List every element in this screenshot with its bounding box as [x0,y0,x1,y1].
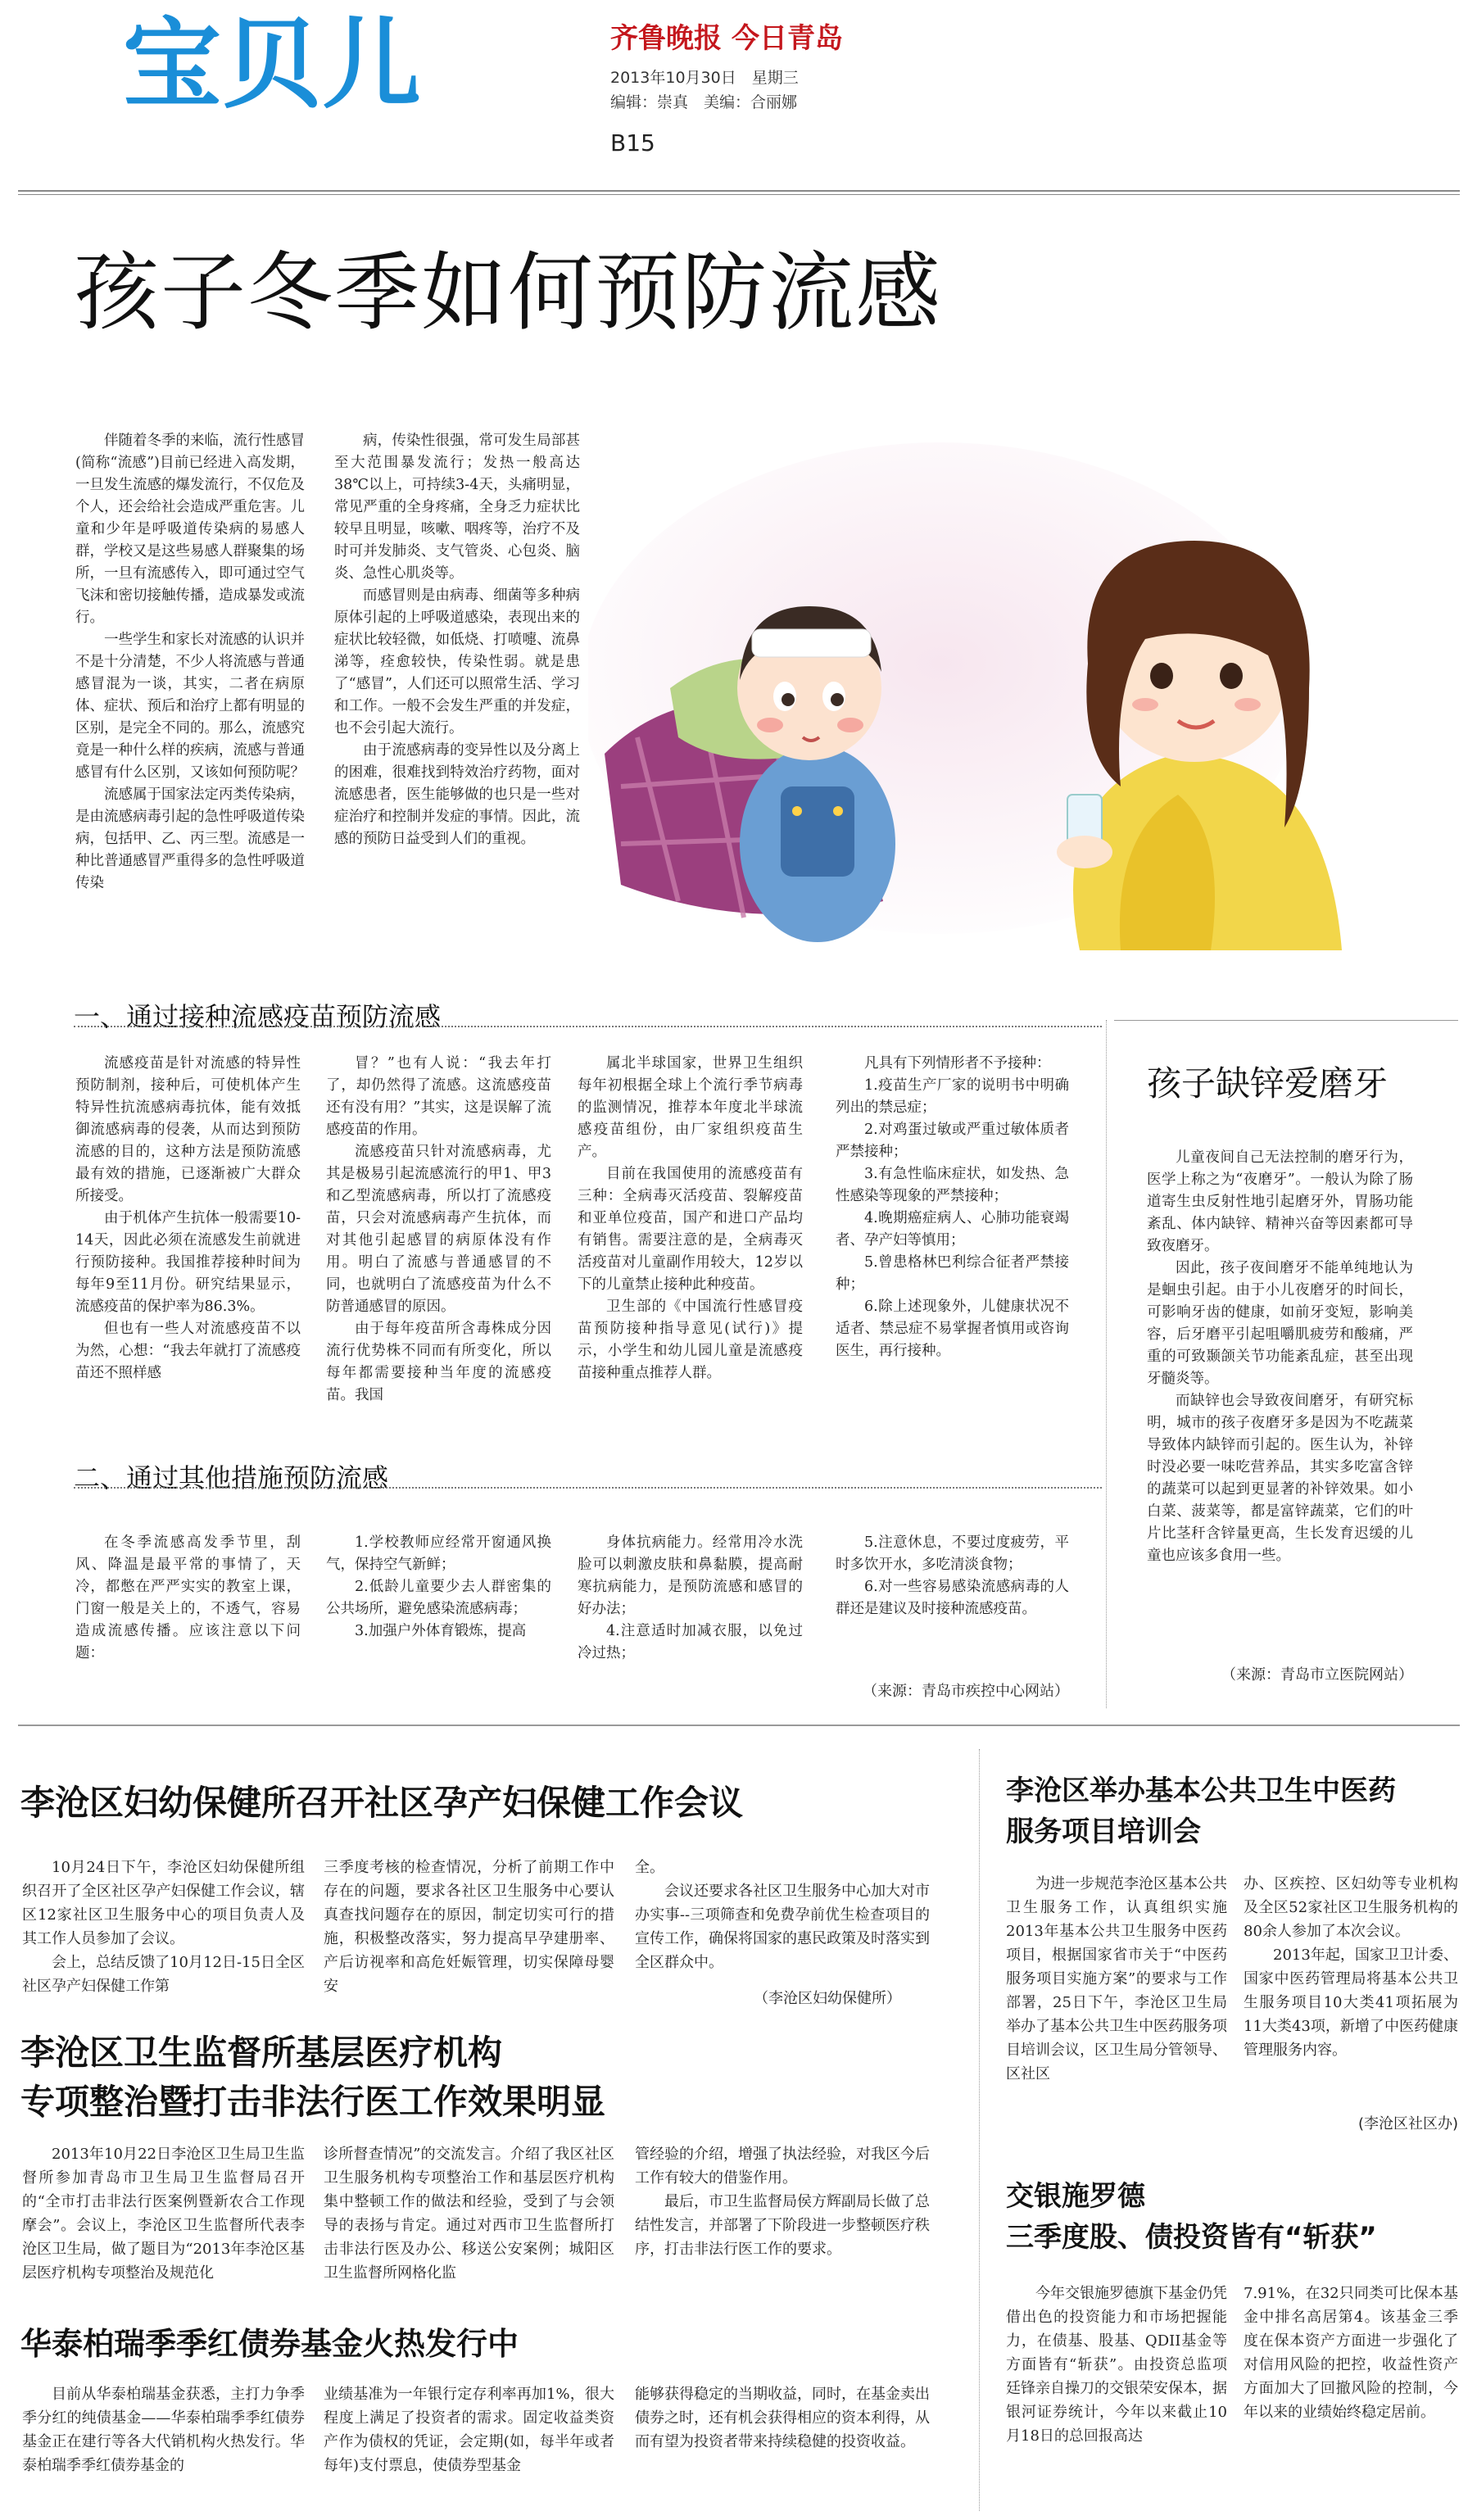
body-paragraph: 3.加强户外体育锻炼，提高 [355,1623,527,1639]
section-2-title: 二、通过其他措施预防流感 [74,1462,389,1493]
body-paragraph: 而缺锌也会导致夜间磨牙，有研究标明，城市的孩子夜磨牙多是因为不吃蔬菜导致体内缺锌而引起的。医生认为，补锌时没必要一味吃营养品，其实多吃富含锌的蔬菜可以起到更显著的补锌效果。如小白菜、菠菜等，都是富锌蔬菜，它们的叶片比茎秆含锌量更高，生长发育迟缓的儿童也应该多食用一些。 [1147,1393,1413,1564]
body-paragraph: 为进一步规范李沧区基本公共卫生服务工作，认真组织实施2013年基本公共卫生服务中医药项目，根据国家省市关于“中医药服务项目实施方案”的要求与工作部署，25日下午，李沧区卫生局举办了基本公共卫生中医药服务项目培训会议，区卫生局分管领导、区社区 [1006,1875,1227,2083]
body-paragraph: 由于机体产生抗体一般需要10-14天，因此必须在流感发生前就进行预防接种。我国推荐接种时间为每年9至11月份。研究结果显示，流感疫苗的保护率为86.3%。 [75,1210,301,1315]
right-news-2-title-line-1: 交银施罗德 [1006,2180,1145,2213]
feature-source: （来源：青岛市疾控中心网站） [863,1683,1069,1700]
intro-paragraph: 病，传染性很强，常可发生局部甚至大范围暴发流行；发热一般高达38℃以上，可持续3-4天，头痛明显，常见严重的全身疼痛，全身乏力症状比较早且明显，咳嗽、咽疼等，治疗不及时可并发肺炎、支气管炎、心包炎、脑炎、急性心肌炎等。 [334,433,580,582]
right-news-1-column-1 [1006,1872,1227,2086]
news-2-title-line-1: 李沧区卫生监督所基层医疗机构 [20,2033,503,2073]
body-paragraph: 1.疫苗生产厂家的说明书中明确列出的禁忌症； [836,1077,1069,1116]
section-2-column-4 [836,1532,1069,1620]
news-3-column-1 [22,2382,305,2477]
body-paragraph: 会议还要求各社区卫生服务中心加大对市办实事--三项筛查和免费孕前优生检查项目的宣传工作，确保将国家的惠民政策及时落实到全区群众中。 [635,1883,930,1971]
body-paragraph: 三季度考核的检查情况，分析了前期工作中存在的问题，要求各社区卫生服务中心要认真查找问题存在的原因，制定切实可行的措施，积极整改落实，努力提高早孕建册率、产后访视率和高危妊娠管理，切实保障母婴安 [324,1859,614,1995]
body-paragraph: 全。 [635,1859,664,1876]
right-news-2-column-2 [1244,2282,1458,2424]
news-1-title: 李沧区妇幼保健所召开社区孕产妇保健工作会议 [20,1783,744,1823]
body-paragraph: 卫生部的《中国流行性感冒疫苗预防接种指导意见(试行)》提示，小学生和幼儿园儿童是流感疫苗接种重点推荐人群。 [578,1299,803,1381]
intro-column-2 [334,430,580,850]
section-1-column-3 [578,1053,803,1385]
body-paragraph: 能够获得稳定的当期收益，同时，在基金卖出债券之时，还有机会获得相应的资本利得，从而有望为投资者带来持续稳健的投资收益。 [635,2386,930,2450]
news-3-column-3 [635,2382,930,2454]
body-paragraph: 诊所督查情况”的交流发言。介绍了我区社区卫生服务机构专项整治工作和基层医疗机构集中整顿工作的做法和经验，受到了与会领导的表扬与肯定。通过对西市卫生监督所打击非法行医及办公、移送公安案例；城阳区卫生监督所网格化监 [324,2146,614,2282]
news-2-column-2 [324,2142,614,2285]
body-paragraph: 今年交银施罗德旗下基金仍凭借出色的投资能力和市场把握能力，在债基、股基、QDII基金等方面皆有“斩获”。由投资总监项廷锋亲自操刀的交银荣安保本，据银河证券统计，今年以来截止10月18日的总回报高达 [1006,2285,1227,2445]
news-1-column-2 [324,1856,614,1998]
news-3-column-2 [324,2382,614,2477]
body-paragraph: 5.注意休息，不要过度疲劳，平时多饮开水，多吃清淡食物； [836,1534,1069,1573]
intro-paragraph: 伴随着冬季的来临，流行性感冒(简称“流感”)目前已经进入高发期，一旦发生流感的爆发流行，不仅危及个人，还会给社会造成严重危害。儿童和少年是呼吸道传染病的易感人群，学校又是这些易感人群聚集的场所，一旦有流感传入，即可通过空气飞沫和密切接触传播，造成暴发或流行。 [75,433,305,626]
body-paragraph: 管经验的介绍，增强了执法经验，对我区今后工作有较大的借鉴作用。 [635,2146,930,2187]
body-paragraph: 办、区疾控、区妇幼等专业机构及全区52家社区卫生服务机构的80余人参加了本次会议。 [1244,1875,1458,1940]
editors-line: 编辑：崇真 美编：合丽娜 [610,93,798,111]
news-2-column-1 [22,2142,305,2285]
intro-paragraph: 而感冒则是由病毒、细菌等多种病原体引起的上呼吸道感染，表现出来的症状比较轻微，如低烧、打喷嚏、流鼻涕等，痊愈较快，传染性弱。就是患了“感冒”，人们还可以照常生活、学习和工作。一般不会发生严重的并发症，也不会引起大流行。 [334,587,580,737]
mother-child-illustration [588,442,1399,950]
body-paragraph: 4.注意适时加减衣服，以免过冷过热； [578,1623,803,1661]
body-paragraph: 4.晚期癌症病人、心肺功能衰竭者、孕产妇等慎用； [836,1210,1069,1249]
body-paragraph: 由于每年疫苗所含毒株成分因流行优势株不同而有所变化，所以每年都需要接种当年度的流感疫苗。我国 [326,1321,551,1403]
body-paragraph: 5.曾患格林巴利综合征者严禁接种； [836,1254,1069,1293]
right-news-1-column-2 [1244,1872,1458,2062]
body-paragraph: 在冬季流感高发季节里，刮风、降温是最平常的事情了，天冷，都憋在严严实实的教室上课，门窗一般是关上的，不透气，容易造成流感传播。应该注意以下问题： [75,1534,301,1661]
body-paragraph: 1.学校教师应经常开窗通风换气，保持空气新鲜； [326,1534,551,1573]
section-1-column-4 [836,1053,1069,1362]
intro-paragraph: 流感属于国家法定丙类传染病，是由流感病毒引起的急性呼吸道传染病，包括甲、乙、丙三型。流感是一种比普通感冒严重得多的急性呼吸道传染 [75,786,305,891]
newspaper-name [610,22,843,55]
intro-paragraph: 一些学生和家长对流感的认识并不是十分清楚，不少人将流感与普通感冒混为一谈，其实，二者在病原体、症状、预后和治疗上都有明显的区别，是完全不同的。那么，流感究竟是一种什么样的疾病，流感与普通感冒有什么区别，又该如何预防呢？ [75,632,305,781]
body-paragraph: 10月24日下午，李沧区妇幼保健所组织召开了全区社区孕产妇保健工作会议，辖区12家社区卫生服务中心的项目负责人及其工作人员参加了会议。 [22,1859,305,1947]
body-paragraph: 目前从华泰柏瑞基金获悉，主打力争季季分红的纯债基金——华泰柏瑞季季红债券基金正在建行等各大代销机构火热发行。华泰柏瑞季季红债券基金的 [22,2386,305,2474]
body-paragraph: 2.对鸡蛋过敏或严重过敏体质者严禁接种； [836,1122,1069,1160]
sidebar-body [1147,1147,1413,1567]
body-paragraph: 目前在我国使用的流感疫苗有三种：全病毒灭活疫苗、裂解疫苗和亚单位疫苗，国产和进口产品均有销售。需要注意的是，全病毒灭活疫苗对儿童副作用较大，12岁以下的儿童禁止接种此种疫苗。 [578,1166,803,1293]
body-paragraph: 冒？”也有人说：“我去年打了，却仍然得了流感。这流感疫苗还有没有用？”其实，这是误解了流感疫苗的作用。 [326,1055,551,1138]
sidebar-divider [1106,1020,1107,1708]
body-paragraph: 3.有急性临床症状，如发热、急性感染等现象的严禁接种； [836,1166,1069,1204]
intro-column-1 [75,430,305,895]
body-paragraph: 7.91%，在32只同类可比保本基金中排名高居第4。该基金三季度在保本资产方面进一步强化了对信用风险的把控，收益性资产方面加大了回撤风险的控制，今年以来的业绩始终稳定居前。 [1244,2285,1458,2421]
date-line: 2013年10月30日 星期三 [610,69,799,87]
body-paragraph: 凡具有下列情形者不予接种： [864,1055,1051,1072]
sidebar-source: （来源：青岛市立医院网站） [1221,1666,1413,1684]
sidebar-title: 孩子缺锌爱磨牙 [1147,1063,1389,1104]
right-news-2-title-line-2: 三季度股、债投资皆有“斩获” [1006,2221,1377,2254]
body-paragraph: 儿童夜间自己无法控制的磨牙行为，医学上称之为“夜磨牙”。一般认为除了肠道寄生虫反射性地引起磨牙外，胃肠功能紊乱、体内缺锌、精神兴奋等因素都可导致夜磨牙。 [1147,1149,1413,1254]
section-2-rule [74,1487,1102,1489]
intro-paragraph: 由于流感病毒的变异性以及分离上的困难，很难找到特效治疗药物，面对流感患者，医生能够做的也只是一些对症治疗和控制并发症的事情。因此，流感的预防日益受到人们的重视。 [334,742,580,847]
body-paragraph: 流感疫苗只针对流感病毒，尤其是极易引起流感流行的甲1、甲3和乙型流感病毒，所以打了流感疫苗，只会对流感病毒产生抗体，而对其他引起感冒的病原体没有作用。明白了流感与普通感冒的不同，也就明白了流感疫苗为什么不防普通感冒的原因。 [326,1144,551,1315]
body-paragraph: 业绩基准为一年银行定存利率再加1%，很大程度上满足了投资者的需求。固定收益类资产作为债权的凭证，会定期(如，每半年或者每年)支付票息，使债券型基金 [324,2386,614,2474]
sidebar-top-rule [1114,1020,1458,1021]
news-1-column-1 [22,1856,305,1998]
news-3-title: 华泰柏瑞季季红债券基金火热发行中 [20,2326,519,2362]
body-paragraph: 2013年起，国家卫卫计委、国家中医药管理局将基本公共卫生服务项目10大类41项拓展为11大类43项，新增了中医药健康管理服务内容。 [1244,1947,1458,2059]
body-paragraph: 会上，总结反馈了10月12日-15日全区社区孕产妇保健工作第 [22,1954,305,1995]
section-brand-title: 宝贝儿 [123,8,423,122]
page-number: B15 [610,129,655,156]
right-news-divider [979,1749,980,2511]
edition-name: 今日青岛 [732,22,843,55]
body-paragraph: 属北半球国家，世界卫生组织每年初根据全球上个流行季节病毒的监测情况，推荐本年度北半球流感疫苗组份，由厂家组织疫苗生产。 [578,1055,803,1160]
section-1-column-2 [326,1053,551,1407]
right-news-1-source: (李沧区社区办) [1357,2115,1458,2132]
section-2-column-1 [75,1532,301,1665]
body-paragraph: 流感疫苗是针对流感的特异性预防制剂，接种后，可使机体产生特异性抗流感病毒抗体，能有效抵御流感病毒的侵袭，从而达到预防流感的目的，这种方法是预防流感最有效的措施，已逐渐被广大群众所接受。 [75,1055,301,1204]
news-2-column-3 [635,2142,930,2261]
section-2-column-3 [578,1532,803,1665]
right-news-2-column-1 [1006,2282,1227,2448]
body-paragraph: 6.对一些容易感染流感病毒的人群还是建议及时接种流感疫苗。 [836,1579,1069,1617]
section-1-title: 一、通过接种流感疫苗预防流感 [74,1001,442,1032]
right-news-1-title-line-2: 服务项目培训会 [1006,1815,1201,1848]
masthead-rule [18,190,1460,195]
mid-page-rule [18,1725,1460,1726]
body-paragraph: 6.除上述现象外，儿健康状况不适者、禁忌症不易掌握者慎用或咨询医生，再行接种。 [836,1299,1069,1359]
body-paragraph: 最后，市卫生监督局侯方辉副局长做了总结性发言，并部署了下阶段进一步整顿医疗秩序，打击非法行医工作的要求。 [635,2193,930,2258]
right-news-1-title-line-1: 李沧区举办基本公共卫生中医药 [1006,1774,1396,1807]
body-paragraph: 身体抗病能力。经常用冷水洗脸可以刺激皮肤和鼻黏膜，提高耐寒抗病能力，是预防流感和感冒的好办法； [578,1534,803,1617]
paper-title: 齐鲁晚报 [610,22,722,55]
news-1-column-3 [635,1856,930,1974]
feature-headline: 孩子冬季如何预防流感 [74,242,943,342]
news-1-source: （李沧区妇幼保健所） [754,1990,901,2007]
body-paragraph: 但也有一些人对流感疫苗不以为然，心想：“我去年就打了流感疫苗还不照样感 [75,1321,301,1381]
body-paragraph: 2013年10月22日李沧区卫生局卫生监督所参加青岛市卫生局卫生监督局召开的“全市打击非法行医案例暨新农合工作现摩会”。会议上，李沧区卫生监督所代表李沧区卫生局，做了题目为“2013年李沧区基层医疗机构专项整治及规范化 [22,2146,305,2282]
news-2-title-line-2: 专项整治暨打击非法行医工作效果明显 [20,2082,606,2122]
body-paragraph: 2.低龄儿童要少去人群密集的公共场所，避免感染流感病毒； [326,1579,551,1617]
section-2-column-2 [326,1532,551,1643]
body-paragraph: 因此，孩子夜间磨牙不能单纯地认为是蛔虫引起。由于小儿夜磨牙的时间长，可影响牙齿的健康，如前牙变短，影响美容，后牙磨平引起咀嚼肌疲劳和酸痛，严重的可致颞颌关节功能紊乱症，甚至出现牙髓炎等。 [1147,1260,1413,1387]
section-1-rule [74,1026,1102,1027]
section-1-column-1 [75,1053,301,1385]
